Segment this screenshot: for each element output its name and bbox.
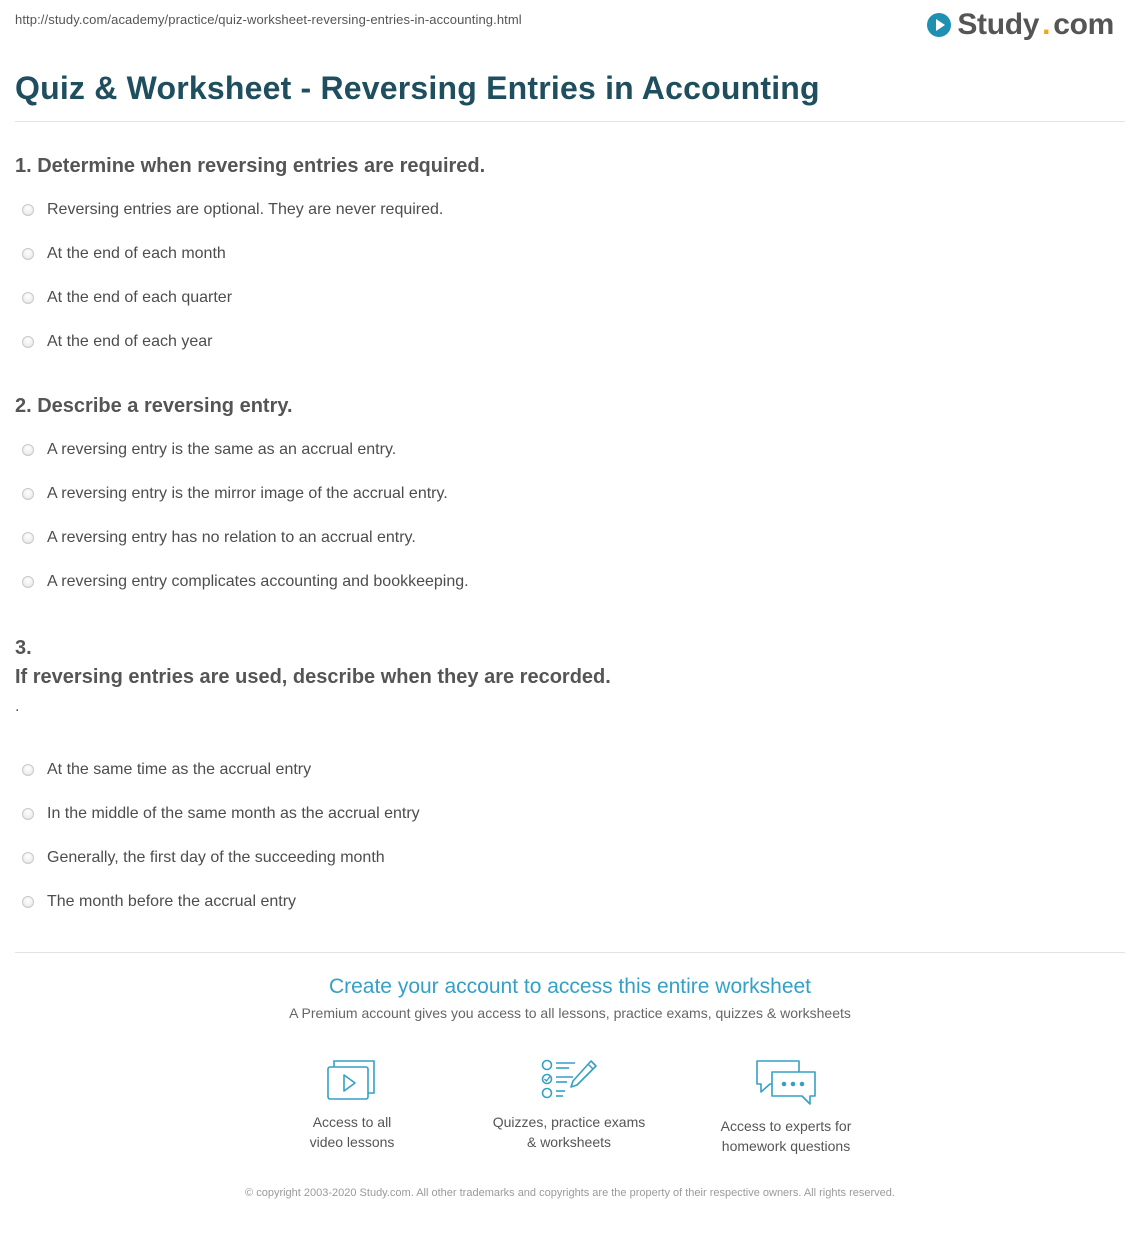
option-label: A reversing entry is the same as an accrual entry.: [47, 441, 397, 458]
feature-label: Access to all video lessons: [309, 1114, 395, 1150]
option-label: In the middle of the same month as the accrual entry: [47, 805, 420, 822]
page-url: http://study.com/academy/practice/quiz-worksheet-reversing-entries-in-accounting.html: [15, 12, 522, 27]
video-lesson-icon: [326, 1058, 378, 1102]
logo-dot: .: [1042, 8, 1051, 41]
feature-label: Quizzes, practice exams & worksheets: [492, 1114, 646, 1150]
radio-button[interactable]: [22, 336, 34, 348]
radio-button[interactable]: [22, 248, 34, 260]
question-3-option-3[interactable]: [22, 846, 385, 870]
radio-button[interactable]: [22, 764, 34, 776]
play-logo-icon: [927, 13, 951, 37]
question-2-option-1[interactable]: [22, 438, 396, 462]
question-3-option-1[interactable]: [22, 758, 311, 782]
option-label: A reversing entry complicates accounting and bookkeeping.: [47, 573, 469, 590]
option-label: At the same time as the accrual entry: [47, 761, 312, 778]
premium-description: A Premium account gives you access to all lessons, practice exams, quizzes & worksheets: [289, 1005, 851, 1021]
question-3: [15, 634, 611, 721]
option-label: At the end of each quarter: [47, 289, 233, 306]
question-2-text: 2. Describe a reversing entry.: [15, 395, 293, 417]
question-3-trailing: .: [15, 698, 20, 715]
question-1-option-3[interactable]: [22, 286, 232, 310]
radio-button[interactable]: [22, 204, 34, 216]
option-label: At the end of each year: [47, 333, 213, 350]
feature-video-lessons: [252, 1058, 452, 1152]
option-label: Reversing entries are optional. They are never required.: [47, 201, 444, 218]
question-2-option-2[interactable]: [22, 482, 448, 506]
feature-quizzes: [469, 1058, 669, 1152]
page-title: Quiz & Worksheet - Reversing Entries in Accounting: [15, 70, 820, 106]
section-divider: [15, 952, 1125, 953]
radio-button[interactable]: [22, 808, 34, 820]
radio-button[interactable]: [22, 576, 34, 588]
question-3-number: 3.: [15, 637, 32, 659]
title-divider: [15, 121, 1125, 122]
radio-button[interactable]: [22, 896, 34, 908]
radio-button[interactable]: [22, 444, 34, 456]
study-logo[interactable]: [927, 8, 1114, 42]
question-3-option-2[interactable]: [22, 802, 420, 826]
copyright-notice: © copyright 2003-2020 Study.com. All other trademarks and copyrights are the property of their respective owners. All rights reserved.: [245, 1187, 895, 1199]
radio-button[interactable]: [22, 852, 34, 864]
chat-bubbles-icon: [754, 1058, 818, 1106]
option-label: The month before the accrual entry: [47, 893, 297, 910]
question-1-text: 1. Determine when reversing entries are required.: [15, 155, 486, 177]
question-2-option-3[interactable]: [22, 526, 416, 550]
option-label: A reversing entry is the mirror image of the accrual entry.: [47, 485, 448, 502]
feature-experts: [686, 1058, 886, 1156]
question-1-option-1[interactable]: [22, 198, 443, 222]
question-3-text: If reversing entries are used, describe when they are recorded.: [15, 666, 611, 688]
feature-label: Access to experts for homework questions: [720, 1118, 852, 1154]
create-account-link[interactable]: Create your account to access this entire worksheet: [328, 975, 812, 998]
option-label: A reversing entry has no relation to an accrual entry.: [47, 529, 416, 546]
option-label: At the end of each month: [47, 245, 226, 262]
logo-suffix: com: [1053, 8, 1114, 41]
question-2-option-4[interactable]: [22, 570, 469, 594]
radio-button[interactable]: [22, 532, 34, 544]
quiz-checklist-icon: [539, 1058, 599, 1102]
question-1-option-4[interactable]: [22, 330, 212, 354]
radio-button[interactable]: [22, 292, 34, 304]
question-3-option-4[interactable]: [22, 890, 296, 914]
question-1-option-2[interactable]: [22, 242, 226, 266]
radio-button[interactable]: [22, 488, 34, 500]
option-label: Generally, the first day of the succeeding month: [47, 849, 385, 866]
logo-text: Study: [957, 8, 1040, 41]
